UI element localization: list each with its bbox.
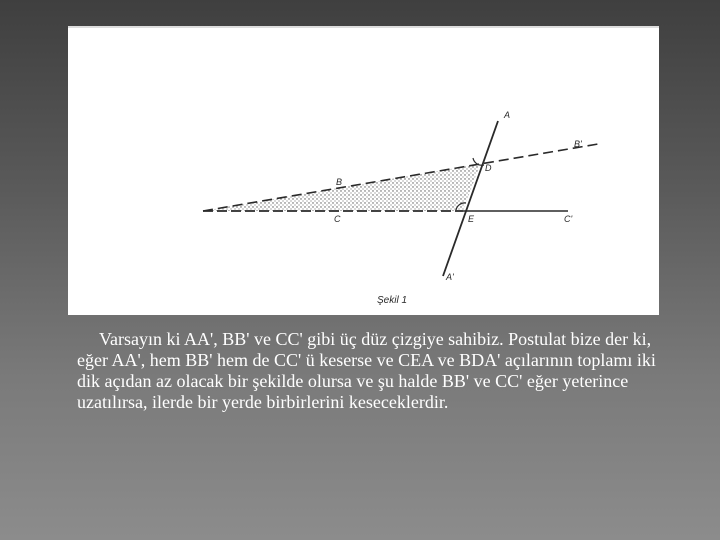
label-b: B bbox=[336, 177, 343, 187]
label-e: E bbox=[468, 214, 475, 224]
geometry-figure bbox=[68, 26, 659, 315]
label-a-prime: A' bbox=[446, 272, 454, 282]
label-c-prime: C' bbox=[564, 214, 573, 224]
label-d: D bbox=[485, 163, 492, 173]
label-b-prime: B' bbox=[574, 139, 582, 149]
postulate-paragraph: Varsayın ki AA', BB' ve CC' gibi üç düz çizgiye sahibiz. Postulat bize der ki, eğer AA', hem BB' hem de CC' ü keserse ve CEA ve BDA' açılarının toplamı iki dik açıdan az olacak bir şekilde olursa ve şu halde BB' ve CC' eğer yeterince uzatılırsa, ilerde bir yerde birbirlerini keseceklerdir. bbox=[77, 329, 656, 412]
figure-caption: Şekil 1 bbox=[377, 295, 408, 306]
label-c: C bbox=[334, 214, 341, 224]
figure-drawing bbox=[68, 26, 659, 315]
label-a: A bbox=[504, 110, 511, 120]
